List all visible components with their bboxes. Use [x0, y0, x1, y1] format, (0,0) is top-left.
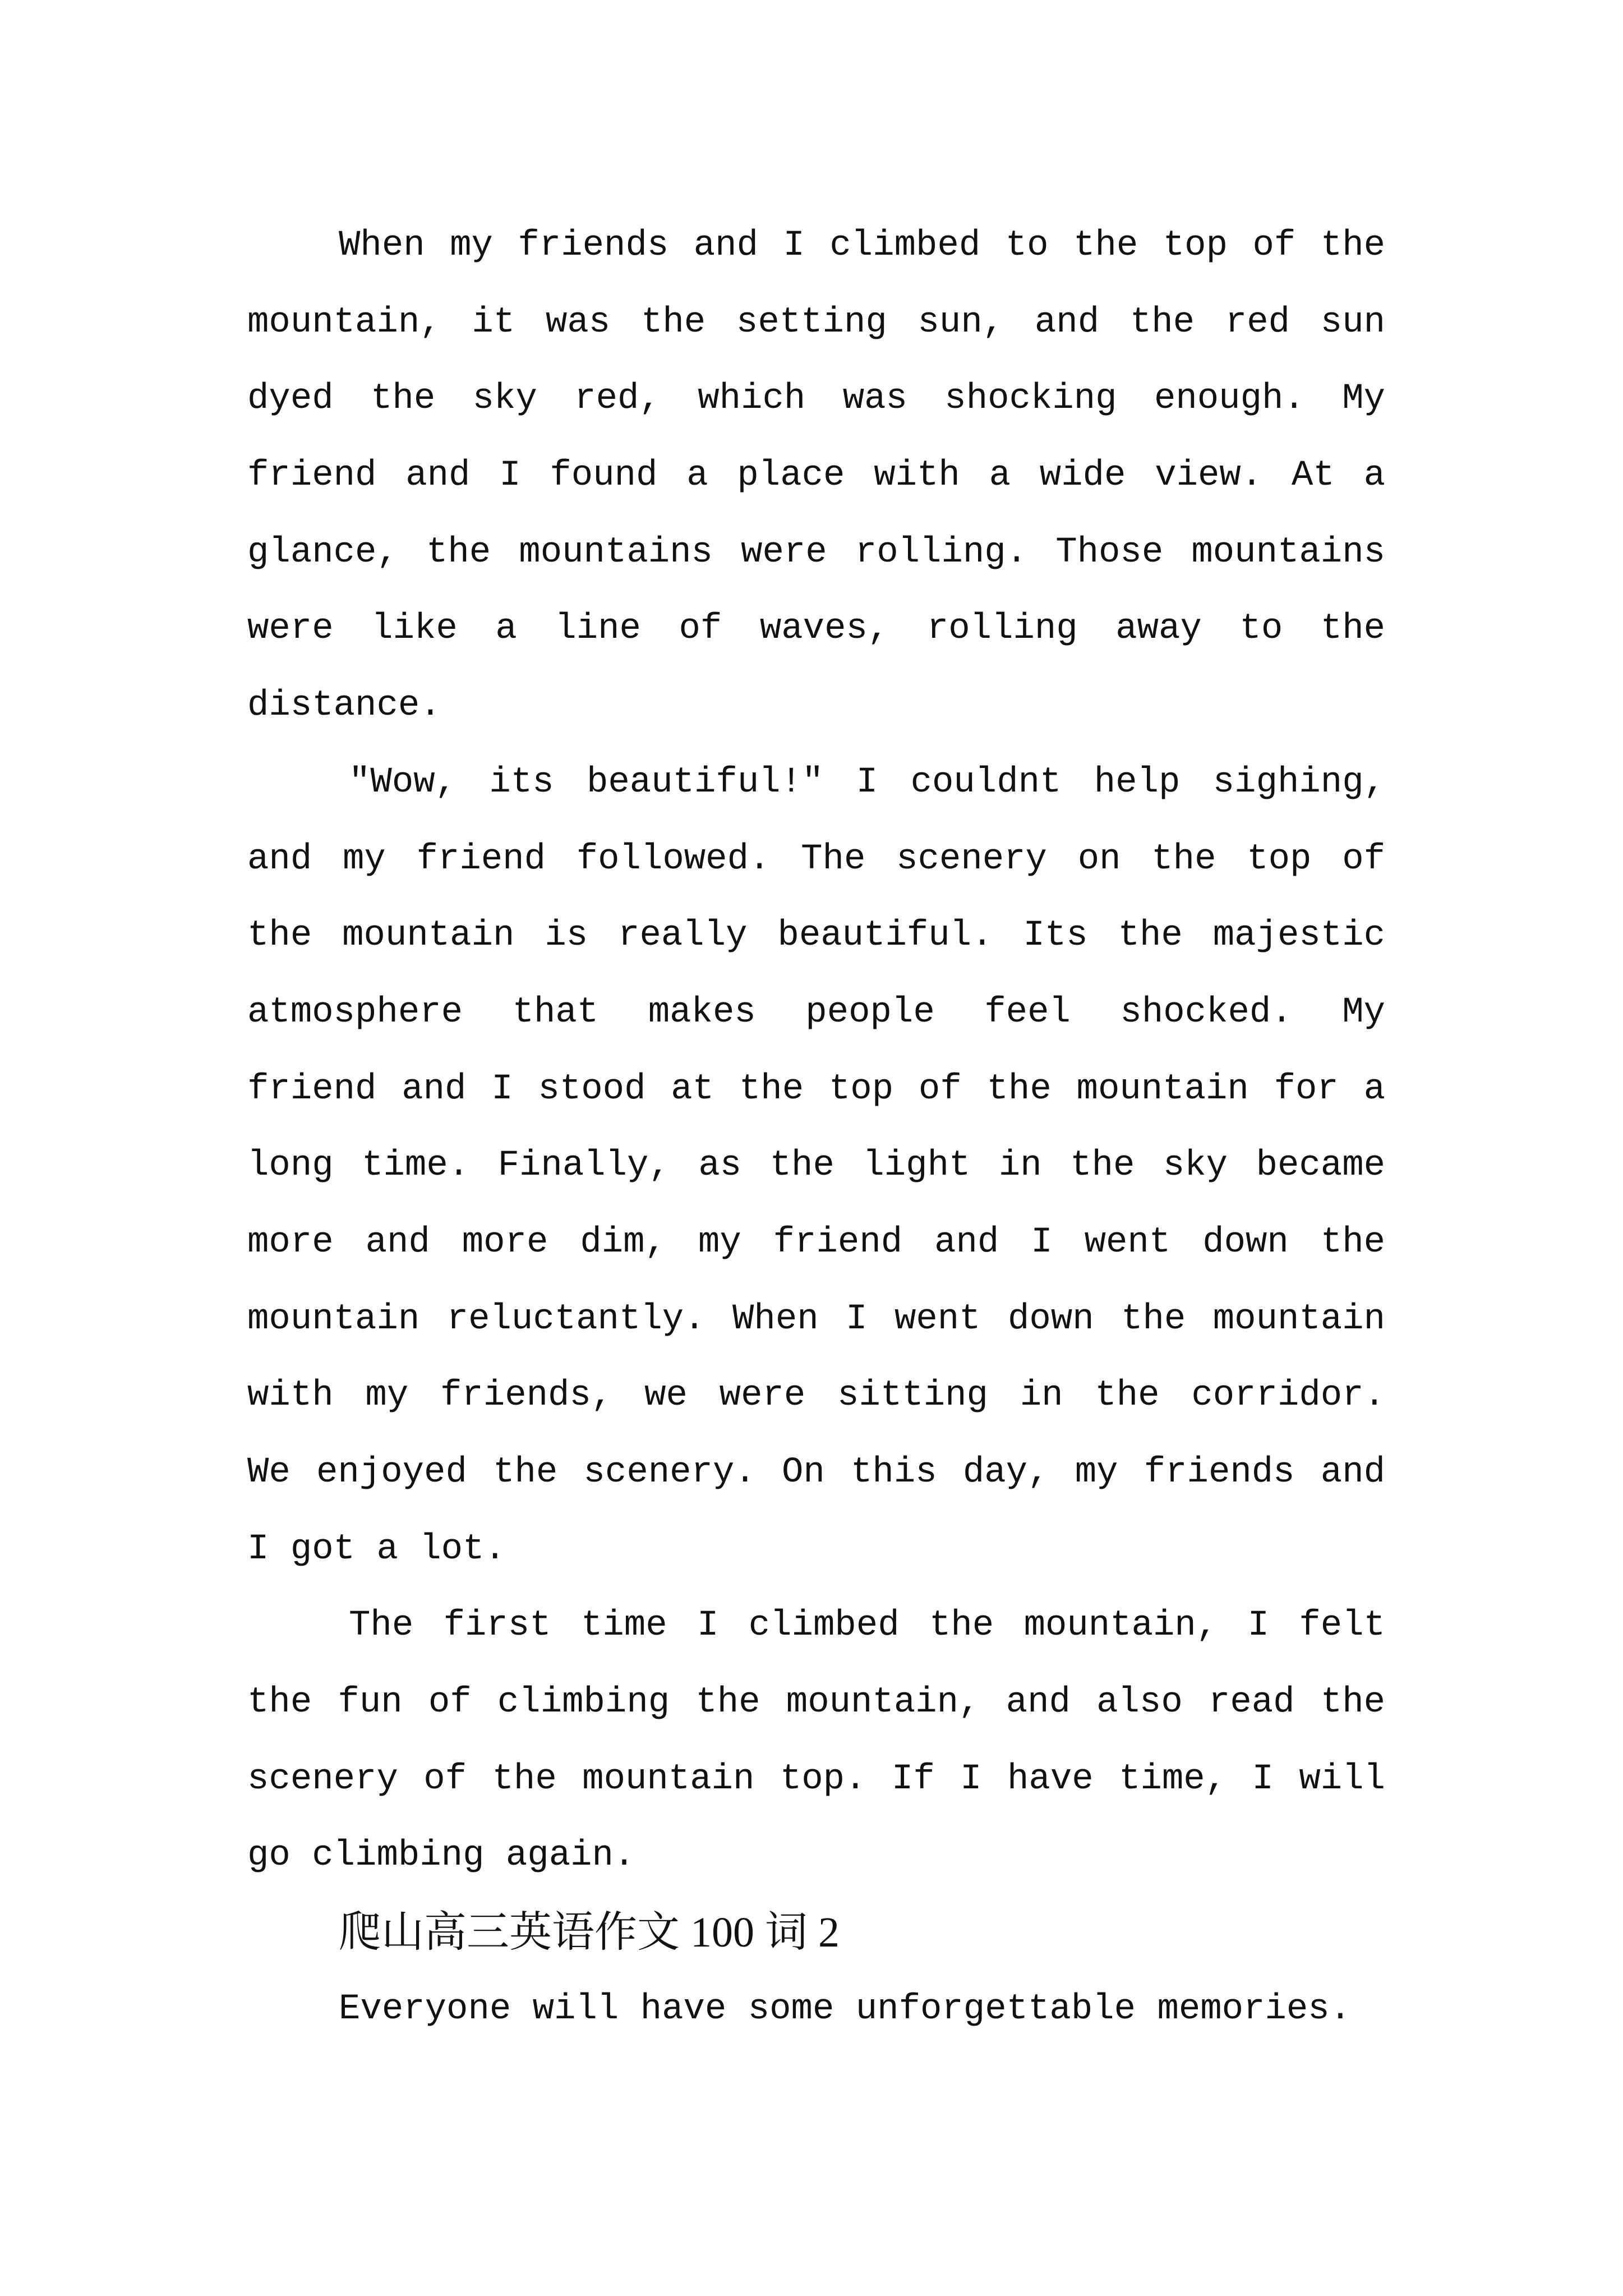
text-line: go climbing again. [247, 1835, 635, 1876]
text-line: glance, the mountains were rolling. Those mountains [247, 532, 1385, 573]
text-line: were like a line of waves, rolling away to the [247, 609, 1385, 650]
text-line: When my friends and I climbed to the top of the [339, 226, 1385, 266]
text-line: the mountain is really beautiful. Its the majestic [247, 915, 1385, 956]
paragraph-3 [247, 1588, 1385, 1894]
document-body [247, 208, 1385, 2048]
text-line: friend and I stood at the top of the mountain for a [247, 1069, 1385, 1110]
text-line: The first time I climbed the mountain, I felt [349, 1605, 1385, 1646]
section-heading: 爬山高三英语作文 100 词 2 [339, 1909, 840, 1957]
paragraph-2 [247, 744, 1385, 1588]
text-line: distance. [247, 685, 441, 726]
paragraph-4 [247, 1971, 1385, 2048]
text-line: mountain reluctantly. When I went down the mountain [247, 1299, 1385, 1340]
text-line: "Wow, its beautiful!" I couldnt help sighing, [349, 762, 1385, 803]
text-line: and my friend followed. The scenery on the top of [247, 839, 1385, 880]
text-line: mountain, it was the setting sun, and the red sun [247, 302, 1385, 343]
text-line: more and more dim, my friend and I went down the [247, 1222, 1385, 1263]
text-line: atmosphere that makes people feel shocked. My [247, 992, 1385, 1033]
text-line: with my friends, we were sitting in the corridor. [247, 1375, 1385, 1416]
text-line: I got a lot. [247, 1529, 506, 1570]
text-line: long time. Finally, as the light in the sky became [247, 1145, 1385, 1186]
text-line: scenery of the mountain top. If I have time, I will [247, 1759, 1385, 1800]
text-line: the fun of climbing the mountain, and also read the [247, 1682, 1385, 1723]
text-line: friend and I found a place with a wide view. At a [247, 455, 1385, 496]
text-line: We enjoyed the scenery. On this day, my friends and [247, 1452, 1385, 1493]
text-line: dyed the sky red, which was shocking enough. My [247, 379, 1385, 420]
text-line: Everyone will have some unforgettable memories. [339, 1989, 1352, 2030]
paragraph-1 [247, 208, 1385, 744]
